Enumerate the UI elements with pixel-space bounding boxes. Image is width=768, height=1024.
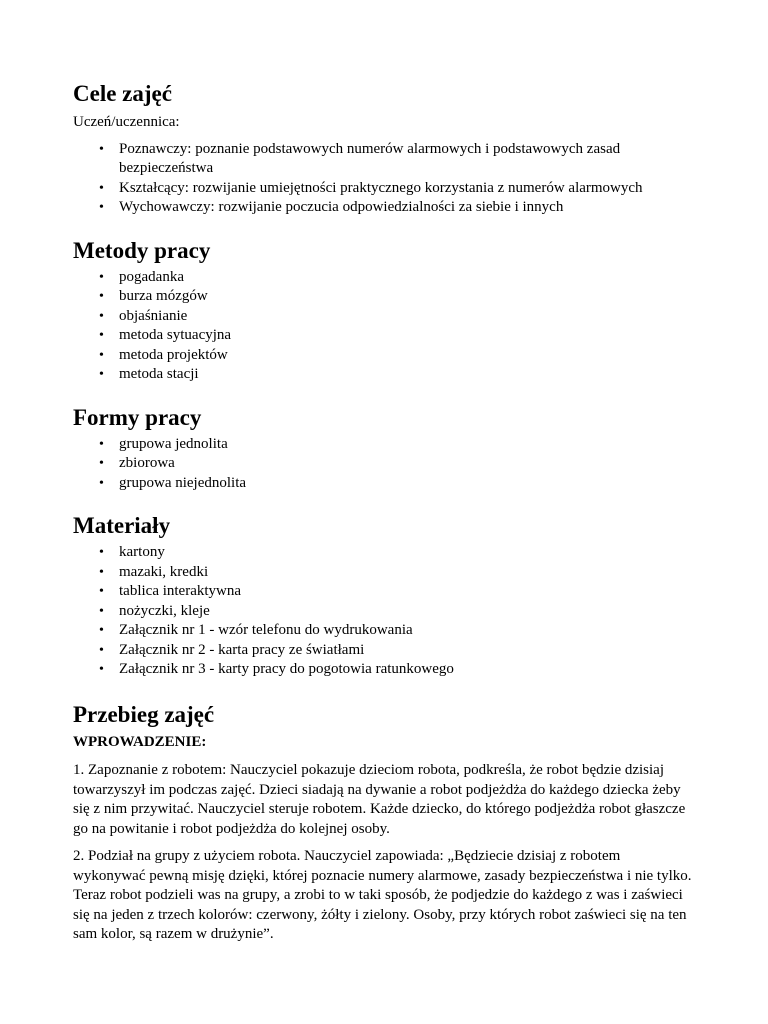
list-item: • objaśnianie bbox=[73, 307, 693, 327]
course-paragraph-1: 1. Zapoznanie z robotem: Nauczyciel pokazuje dzieciom robota, podkreśla, że robot będzie dzisiaj towarzyszył im podczas zajęć. Dzieci siadają na dywanie a robot podjeżdża do każdego dziecka żeby się z nim przywitać. Nauczyciel steruje robotem. Każde dziecko, do którego podjeżdża robot głaszcze go na powitanie i robot podjeżdża do kolejnej osoby. bbox=[73, 762, 686, 837]
list-item: • pogadanka bbox=[73, 268, 693, 288]
document-page bbox=[73, 79, 693, 945]
list-item: • tablica interaktywna bbox=[73, 582, 693, 602]
goals-subtitle: Uczeń/uczennica: bbox=[73, 114, 180, 130]
list-item: • Kształcący: rozwijanie umiejętności praktycznego korzystania z numerów alarmowych bbox=[73, 179, 693, 199]
list-item: • metoda sytuacyjna bbox=[73, 326, 693, 346]
materials-list bbox=[73, 543, 693, 680]
list-item: • zbiorowa bbox=[73, 454, 693, 474]
list-item: • Załącznik nr 2 - karta pracy ze światłami bbox=[73, 641, 693, 661]
course-paragraph-2: 2. Podział na grupy z użyciem robota. Nauczyciel zapowiada: „Będziecie dzisiaj z robotem wykonywać pewną misję dzięki, której poznacie numery alarmowe, zasady bezpieczeństwa i nie tylko. Teraz robot podzieli was na grupy, a zrobi to w taki sposób, że podjedzie do każdego z was i zaświeci się na jeden z trzech kolorów: czerwony, żółty i zielony. Osoby, przy których robot zaświeci się na ten sam kolor, są razem w drużynie”. bbox=[73, 848, 692, 942]
list-item: • mazaki, kredki bbox=[73, 563, 693, 583]
methods-heading: Metody pracy bbox=[73, 237, 211, 263]
methods-list bbox=[73, 268, 693, 385]
list-item: • kartony bbox=[73, 543, 693, 563]
forms-list bbox=[73, 435, 693, 494]
list-item: • Wychowawczy: rozwijanie poczucia odpowiedzialności za siebie i innych bbox=[73, 198, 693, 218]
intro-label: WPROWADZENIE: bbox=[73, 733, 207, 750]
course-heading: Przebieg zajęć bbox=[73, 701, 215, 727]
materials-heading: Materiały bbox=[73, 513, 171, 538]
list-item: • metoda projektów bbox=[73, 346, 693, 366]
list-item: • metoda stacji bbox=[73, 365, 693, 385]
list-item: • nożyczki, kleje bbox=[73, 602, 693, 622]
goals-heading: Cele zajęć bbox=[73, 81, 172, 106]
list-item: • Załącznik nr 3 - karty pracy do pogotowia ratunkowego bbox=[73, 660, 693, 680]
list-item: • grupowa niejednolita bbox=[73, 474, 693, 494]
forms-heading: Formy pracy bbox=[73, 404, 202, 430]
goals-list bbox=[73, 140, 693, 218]
list-item: • Załącznik nr 1 - wzór telefonu do wydrukowania bbox=[73, 621, 693, 641]
list-item: • burza mózgów bbox=[73, 287, 693, 307]
list-item: • grupowa jednolita bbox=[73, 435, 693, 455]
list-item: • Poznawczy: poznanie podstawowych numerów alarmowych i podstawowych zasad bezpieczeństwa bbox=[73, 140, 693, 179]
